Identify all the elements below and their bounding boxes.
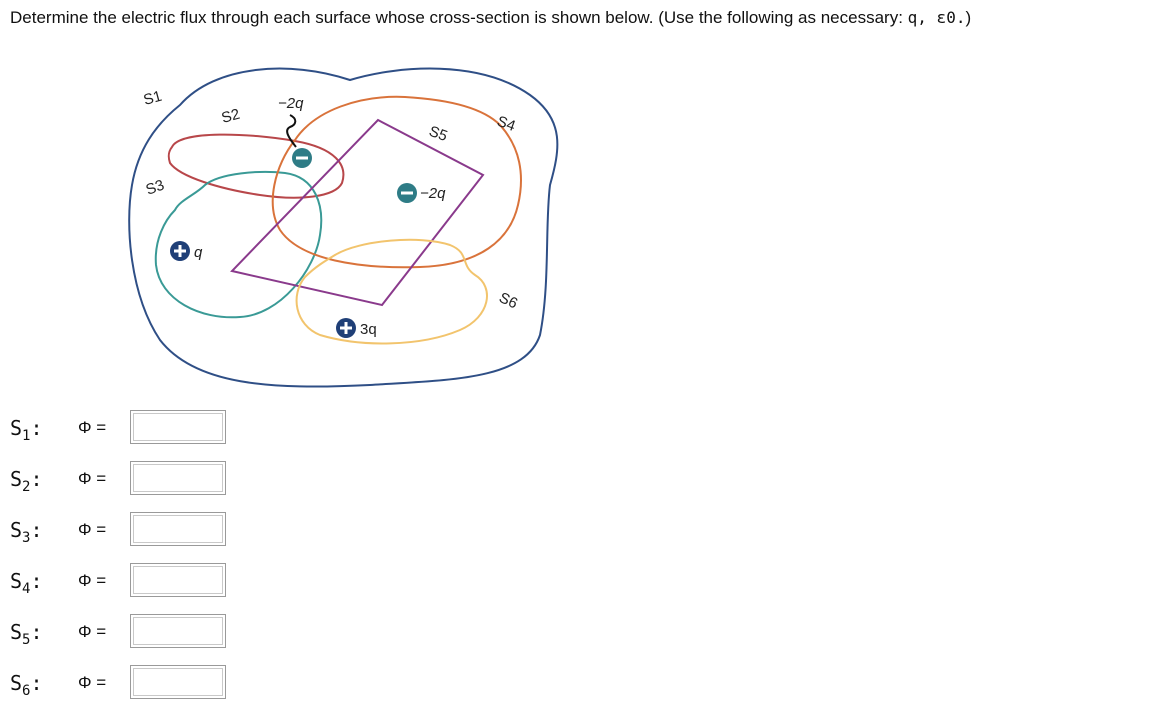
label-charge-bottom: 3q — [360, 321, 377, 338]
flux-symbol: Φ = — [78, 418, 107, 437]
question-variables: q, ε0. — [907, 8, 966, 27]
label-s1: S1 — [141, 87, 164, 109]
surface-s2-outline — [169, 135, 344, 198]
question-text — [10, 8, 971, 28]
positive-charge-bottom — [336, 318, 356, 338]
surfaces-diagram — [120, 55, 570, 395]
flux-input-s1[interactable] — [130, 410, 226, 444]
negative-charge-top — [292, 148, 312, 168]
surface-label: $S_6$: — [10, 671, 43, 699]
label-s3: S3 — [143, 176, 167, 199]
surface-s1-outline — [129, 69, 557, 387]
flux-symbol: Φ = — [78, 622, 107, 641]
surface-label: $S_3$: — [10, 518, 43, 546]
surface-label: $S_4$: — [10, 569, 43, 597]
surface-label: $S_1$: — [10, 416, 43, 444]
flux-symbol: Φ = — [78, 673, 107, 692]
surface-label: $S_2$: — [10, 467, 43, 495]
negative-charge-right — [397, 183, 417, 203]
flux-symbol: Φ = — [78, 520, 107, 539]
surface-label: $S_5$: — [10, 620, 43, 648]
flux-symbol: Φ = — [78, 469, 107, 488]
flux-input-s3[interactable] — [130, 512, 226, 546]
label-s2: S2 — [219, 105, 242, 127]
pointer-arrow — [287, 115, 296, 147]
surface-s5-outline — [232, 120, 483, 305]
question-close: ) — [965, 8, 972, 27]
label-s6: S6 — [496, 289, 521, 313]
flux-symbol: Φ = — [78, 571, 107, 590]
label-charge-top: −2q — [278, 95, 304, 112]
label-s4: S4 — [494, 112, 518, 136]
label-s5: S5 — [426, 122, 450, 146]
flux-input-s2[interactable] — [130, 461, 226, 495]
label-charge-right: −2q — [420, 185, 446, 202]
gauss-surfaces-figure — [120, 55, 570, 395]
flux-input-s5[interactable] — [130, 614, 226, 648]
flux-input-s4[interactable] — [130, 563, 226, 597]
positive-charge-left — [170, 241, 190, 261]
label-charge-left: q — [194, 244, 203, 261]
surface-s4-outline — [273, 97, 521, 267]
question-prompt: Determine the electric flux through each surface whose cross-section is shown below. (Use the following as necessary: — [10, 8, 908, 27]
flux-input-s6[interactable] — [130, 665, 226, 699]
